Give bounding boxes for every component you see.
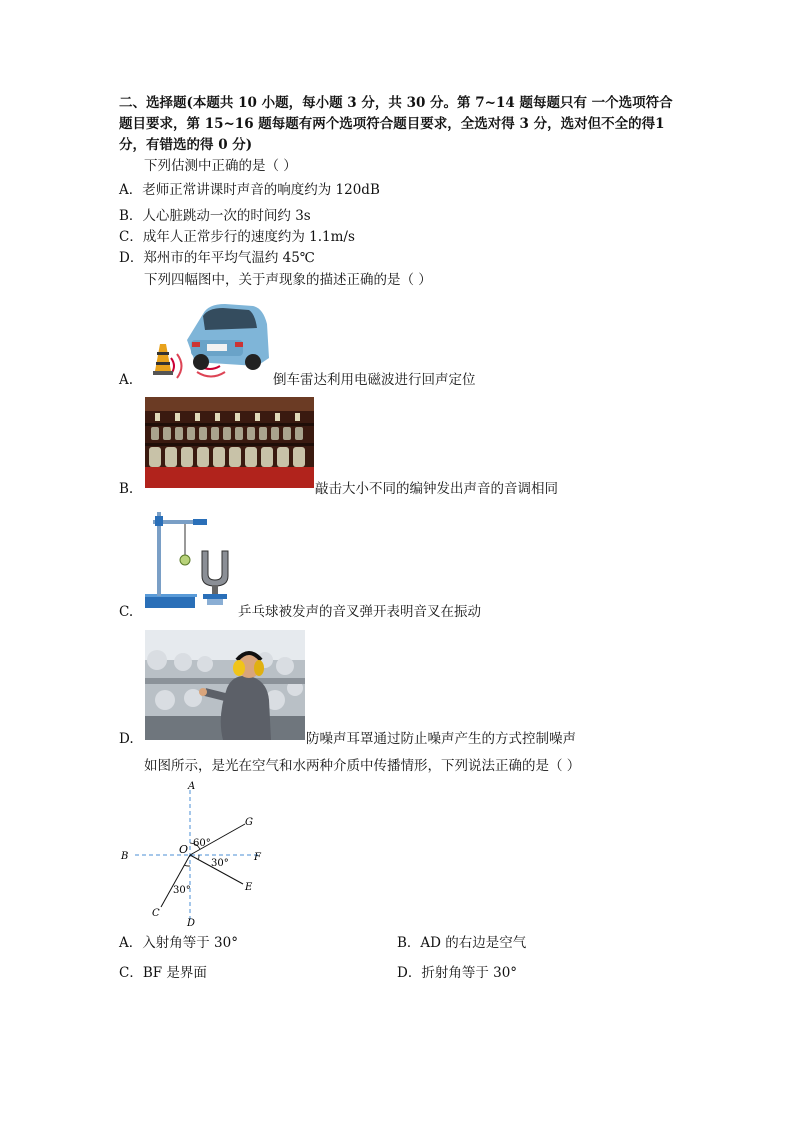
worker-earmuffs-image (145, 630, 305, 740)
section-header-line1: 二、选择题(本题共 10 小题，每小题 3 分，共 30 分。第 7~14 题每题只有 一个选项符合 (119, 95, 673, 111)
point-label-a: A (188, 781, 196, 792)
option-label: A． (119, 182, 143, 198)
point-label-b: B (121, 851, 129, 862)
point-label-f: F (254, 852, 261, 863)
option-label: C． (119, 229, 143, 245)
option-text: AD 的右边是空气 (420, 935, 527, 951)
question-2-option-d-label: D. (119, 731, 134, 747)
option-label: D． (119, 250, 144, 266)
question-1-option-c (119, 229, 355, 245)
question-3-stem: 如图所示，是光在空气和水两种介质中传播情形，下列说法正确的是（ ） (144, 758, 581, 774)
car-reversing-radar-image (145, 296, 272, 386)
option-label: D． (397, 965, 422, 981)
light-refraction-diagram (115, 780, 275, 930)
option-text: 入射角等于 30° (142, 935, 238, 951)
option-label: A． (119, 935, 143, 951)
point-label-e: E (245, 882, 253, 893)
section-header-line2: 题目要求，第 15~16 题每题有两个选项符合题目要求，全选对得 3 分，选对但不全的得1 (119, 116, 665, 132)
question-3-option-a (119, 935, 238, 951)
option-text: 郑州市的年平均气温约 45℃ (143, 250, 315, 266)
option-text: 人心脏跳动一次的时间约 3s (142, 208, 311, 224)
angle-label-30-right: 30° (211, 858, 229, 869)
question-1-stem: 下列估测中正确的是（ ） (144, 158, 297, 174)
option-text: 折射角等于 30° (421, 965, 518, 981)
option-label: C． (119, 965, 143, 981)
point-label-o: O (179, 843, 189, 856)
chime-bells-image (145, 397, 314, 488)
option-label: B． (119, 208, 143, 224)
point-label-g: G (245, 817, 253, 828)
question-2-option-c-text: 乒乓球被发声的音叉弹开表明音叉在振动 (238, 604, 481, 620)
point-label-c: C (152, 908, 160, 919)
question-1-option-a (119, 182, 380, 198)
option-label: B． (397, 935, 421, 951)
question-2-option-c-label: C. (119, 604, 134, 620)
option-text: 成年人正常步行的速度约为 1.1m/s (142, 229, 355, 245)
question-2-option-a-label: A. (119, 372, 134, 388)
angle-label-60: 60° (193, 838, 211, 849)
tuning-fork-image (145, 506, 237, 610)
question-2-stem: 下列四幅图中，关于声现象的描述正确的是（ ） (144, 272, 432, 288)
question-2-option-a-text: 倒车雷达利用电磁波进行回声定位 (273, 372, 476, 388)
question-3-option-c (119, 965, 207, 981)
point-label-d: D (187, 918, 196, 929)
option-text: 老师正常讲课时声音的响度约为 120dB (142, 182, 380, 198)
question-2-option-b-label: B. (119, 481, 134, 497)
angle-label-30-lower: 30° (173, 885, 191, 896)
section-header-line3: 分，有错选的得 0 分) (119, 137, 253, 153)
question-1-option-b (119, 208, 311, 224)
option-text: BF 是界面 (142, 965, 207, 981)
question-3-option-b (397, 935, 526, 951)
question-2-option-b-text: 敲击大小不同的编钟发出声音的音调相同 (315, 481, 558, 497)
question-3-option-d (397, 965, 517, 981)
question-2-option-d-text: 防噪声耳罩通过防止噪声产生的方式控制噪声 (306, 731, 576, 747)
question-1-option-d (119, 250, 315, 266)
